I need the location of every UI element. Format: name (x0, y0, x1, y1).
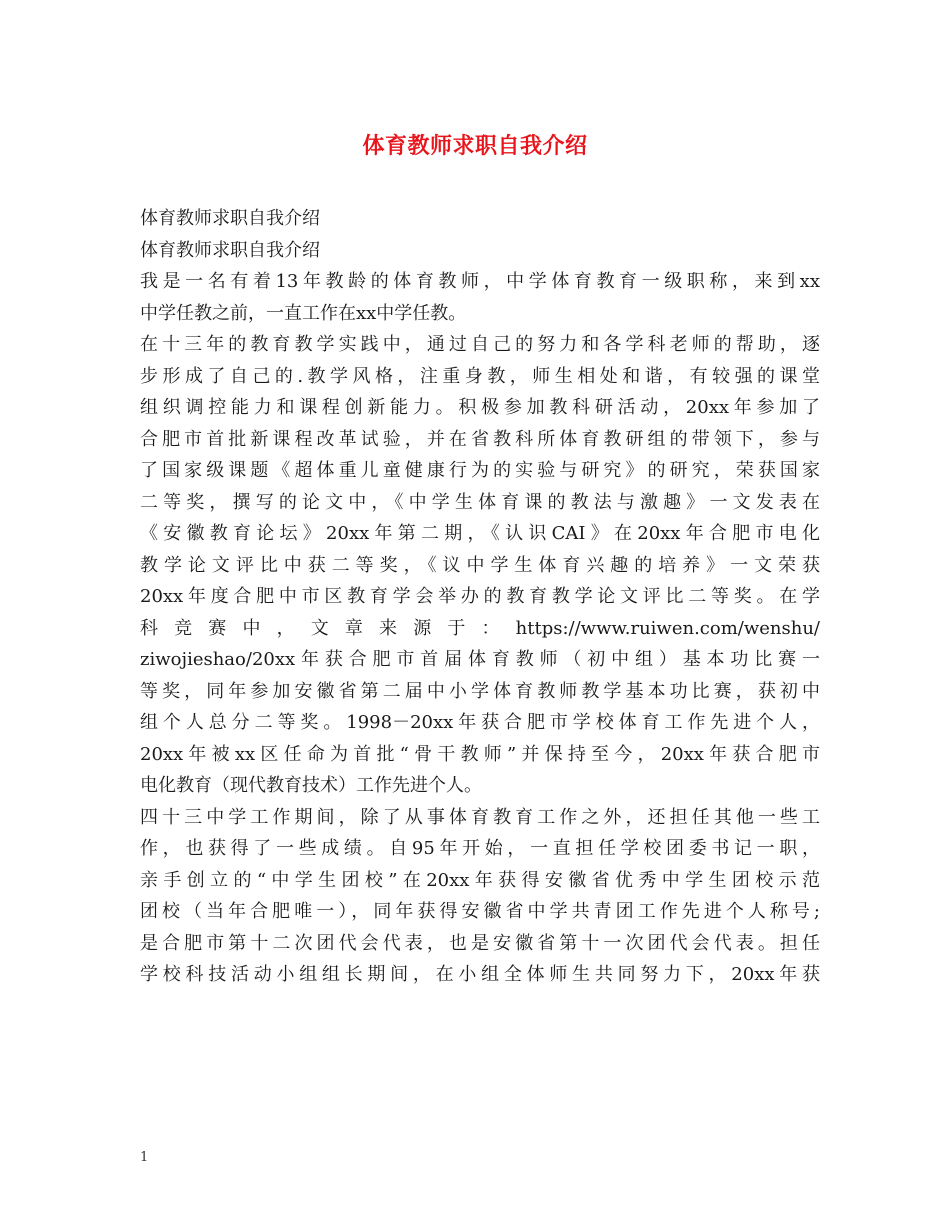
text-line: 体育教师求职自我介绍 (140, 208, 320, 229)
text-line: 了国家级课题《超体重儿童健康行为的实验与研究》的研究，荣获国家 (140, 460, 820, 481)
text-line: 组织调控能力和课程创新能力。积极参加教科研活动，20xx年参加了 (140, 397, 820, 418)
text-line: 作，也获得了一些成绩。自95年开始，一直担任学校团委书记一职， (140, 838, 820, 859)
text-line: 是合肥市第十二次团代会代表，也是安徽省第十一次团代会代表。担任 (140, 932, 820, 954)
text-line: 步形成了自己的.教学风格，注重身教，师生相处和谐，有较强的课堂 (140, 365, 820, 387)
text-line: 在十三年的教育教学实践中，通过自己的努力和各学科老师的帮助，逐 (140, 334, 820, 355)
text-line: 二等奖，撰写的论文中，《中学生体育课的教法与激趣》一文发表在 (140, 491, 820, 513)
text-line: 合肥市首批新课程改革试验，并在省教科所体育教研组的带领下，参与 (140, 428, 820, 450)
text-line: 《安徽教育论坛》20xx年第二期，《认识CAI》在20xx年合肥市电化 (140, 523, 820, 544)
document-title: 体育教师求职自我介绍 (362, 133, 588, 159)
text-line: ziwojieshao/20xx年获合肥市首届体育教师（初中组）基本功比赛一 (140, 649, 820, 670)
text-line: 20xx年被xx区任命为首批“骨干教师”并保持至今，20xx年获合肥市 (140, 743, 820, 765)
text-line: 我是一名有着13年教龄的体育教师，中学体育教育一级职称，来到xx (140, 271, 820, 292)
page-number: 1 (140, 1150, 149, 1165)
text-line: 体育教师求职自我介绍 (140, 239, 320, 261)
text-line: 团校（当年合肥唯一），同年获得安徽省中学共青团工作先进个人称号; (140, 901, 820, 922)
text-line: 教学论文评比中获二等奖，《议中学生体育兴趣的培养》一文荣获 (140, 554, 820, 576)
document-body (140, 203, 820, 991)
text-line: 四十三中学工作期间，除了从事体育教育工作之外，还担任其他一些工 (140, 806, 820, 828)
text-line: 20xx年度合肥中市区教育学会举办的教育教学论文评比二等奖。在学 (140, 586, 820, 607)
text-line: 等奖，同年参加安徽省第二届中小学体育教师教学基本功比赛，获初中 (140, 680, 820, 702)
text-line: 学校科技活动小组组长期间，在小组全体师生共同努力下，20xx年获 (140, 964, 820, 985)
text-line: 中学任教之前，一直工作在xx中学任教。 (140, 302, 467, 324)
text-line: 科 竞 赛 中 ， 文 章 来 源 于 ： https://www.ruiwen.com/wenshu/ (140, 617, 820, 639)
text-line: 亲手创立的“中学生团校”在20xx年获得安徽省优秀中学生团校示范 (140, 869, 820, 891)
text-line: 电化教育（现代教育技术）工作先进个人。 (140, 775, 482, 796)
text-line: 组个人总分二等奖。1998－20xx年获合肥市学校体育工作先进个人， (140, 712, 820, 733)
